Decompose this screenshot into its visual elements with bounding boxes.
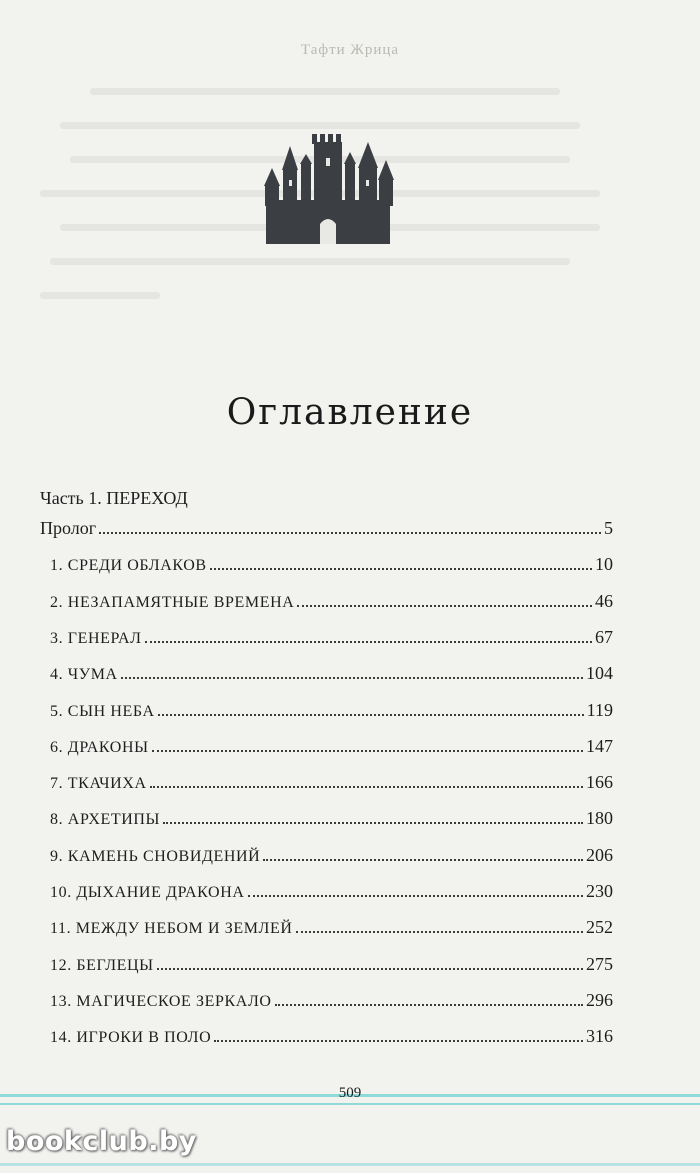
toc-entry-title: 2. НЕЗАПАМЯТНЫЕ ВРЕМЕНА: [50, 593, 295, 611]
dot-leader: [297, 605, 592, 607]
toc-entry-title: 10. ДЫХАНИЕ ДРАКОНА: [50, 884, 245, 901]
toc-entry-title: 1. СРЕДИ ОБЛАКОВ: [50, 557, 207, 575]
toc-entry: [50, 663, 613, 684]
toc-entry-title: 9. КАМЕНЬ СНОВИДЕНИЙ: [50, 847, 261, 865]
dot-leader: [248, 895, 583, 897]
part-heading: Часть 1. ПЕРЕХОД: [40, 488, 188, 508]
watermark: bookclub.by: [6, 1126, 197, 1157]
toc-entry-page: 275: [586, 953, 613, 974]
dot-leader: [152, 750, 583, 752]
toc-entry-page: 252: [586, 917, 613, 938]
toc-entry-prologue: [40, 518, 613, 539]
toc-title: Оглавление: [226, 392, 474, 434]
toc-entry: [50, 1026, 613, 1047]
toc-entry-title: 12. БЕГЛЕЦЫ: [50, 956, 154, 974]
toc-entry: [50, 736, 613, 757]
toc-entry-title: 4. ЧУМА: [50, 666, 118, 684]
dot-leader: [263, 859, 583, 861]
dot-leader: [158, 714, 584, 716]
dot-leader: [145, 641, 592, 643]
toc-entry-page: 180: [586, 808, 613, 829]
page-number: 509: [338, 1085, 362, 1101]
dot-leader: [150, 786, 583, 788]
toc-entry-page: 166: [586, 772, 613, 793]
dot-leader: [296, 931, 583, 933]
toc-entry: [50, 627, 613, 648]
watermark-rule: [0, 1163, 700, 1166]
dot-leader: [163, 822, 583, 824]
toc-entry-title: 11. МЕЖДУ НЕБОМ И ЗЕМЛЕЙ: [50, 920, 293, 938]
toc-entry: [50, 954, 613, 975]
toc-entry-page: 46: [595, 590, 613, 611]
toc-entry-page: 10: [595, 554, 613, 575]
toc-entry-page: 230: [586, 881, 613, 901]
toc-entry-title: Пролог: [40, 518, 97, 538]
toc-entry-page: 147: [586, 735, 613, 756]
running-head: Тафти Жрица: [300, 42, 400, 58]
toc-entry-page: 119: [586, 699, 613, 720]
toc-entry-title: 5. СЫН НЕБА: [50, 702, 155, 720]
toc-entry: [50, 591, 613, 612]
toc-entry-title: 13. МАГИЧЕСКОЕ ЗЕРКАЛО: [50, 992, 272, 1010]
toc-entry: [50, 808, 613, 829]
dot-leader: [210, 568, 592, 570]
castle-icon: [258, 128, 398, 244]
footer-rule-bottom: [0, 1103, 700, 1105]
toc-entry-page: 104: [586, 663, 613, 684]
toc-entry: [50, 700, 613, 721]
toc-entry-page: 296: [586, 989, 613, 1010]
toc-entry-title: 7. ТКАЧИХА: [50, 775, 147, 793]
toc-entry: [50, 917, 613, 938]
toc-entry-title: 14. ИГРОКИ В ПОЛО: [50, 1029, 212, 1047]
toc-entry-page: 206: [586, 844, 613, 865]
toc-entry-page: 67: [595, 626, 613, 647]
dot-leader: [214, 1040, 583, 1042]
toc-entry: [50, 554, 613, 575]
toc-entry-title: 6. ДРАКОНЫ: [50, 738, 149, 756]
dot-leader: [275, 1004, 583, 1006]
toc-entry-title: 8. АРХЕТИПЫ: [50, 811, 161, 829]
toc-entry: [50, 772, 613, 793]
toc-entry-title: 3. ГЕНЕРАЛ: [50, 629, 142, 647]
toc-entry: [50, 990, 613, 1011]
toc-entry: [50, 845, 613, 866]
dot-leader: [99, 532, 601, 534]
toc-entry: [50, 881, 613, 902]
toc-entry-page: 5: [604, 518, 613, 538]
dot-leader: [157, 968, 583, 970]
toc-entry-page: 316: [586, 1026, 613, 1047]
dot-leader: [121, 677, 583, 679]
